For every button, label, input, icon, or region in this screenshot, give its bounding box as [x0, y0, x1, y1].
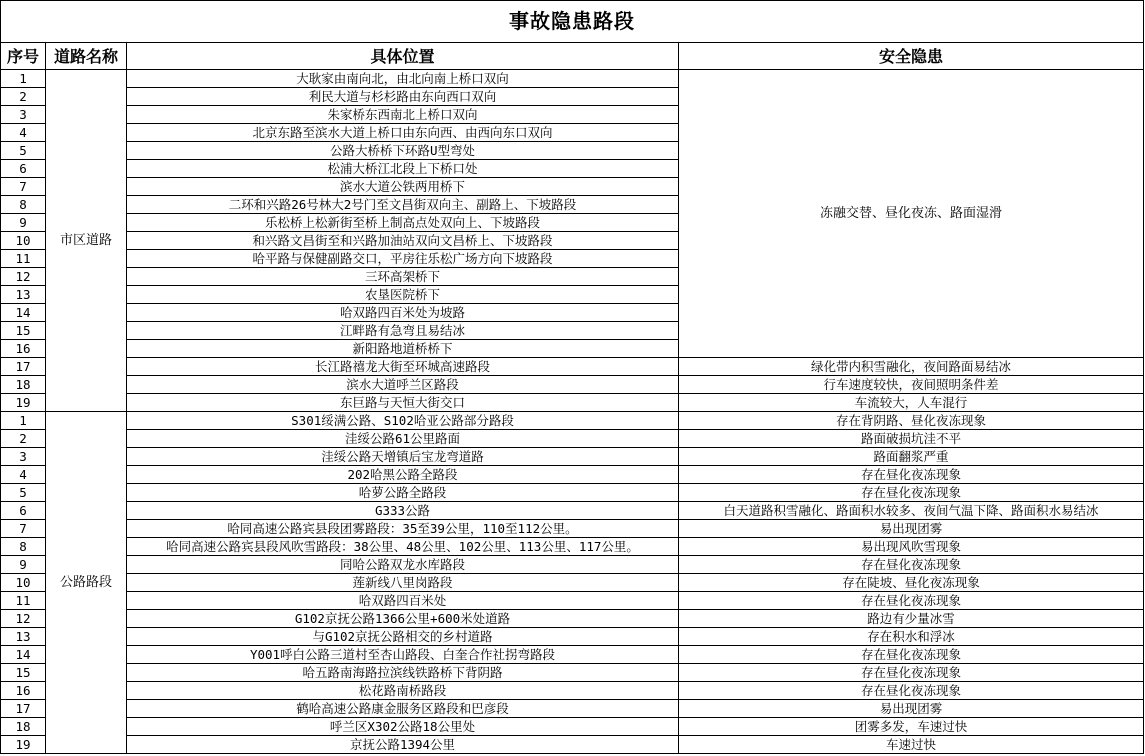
location-cell: 北京东路至滨水大道上桥口由东向西、由西向东口双向 [127, 124, 679, 142]
hazard-cell: 路边有少量冰雪 [679, 610, 1144, 628]
row-number: 8 [1, 196, 46, 214]
location-cell: 三环高架桥下 [127, 268, 679, 286]
row-number: 7 [1, 520, 46, 538]
location-cell: 利民大道与杉杉路由东向西口双向 [127, 88, 679, 106]
row-number: 3 [1, 106, 46, 124]
location-cell: 哈同高速公路宾县段风吹雪路段：38公里、48公里、102公里、113公里、117公里。 [127, 538, 679, 556]
table-row [1, 466, 1144, 484]
location-cell: 松花路南桥路段 [127, 682, 679, 700]
hazard-cell: 绿化带内积雪融化，夜间路面易结冰 [679, 358, 1144, 376]
location-cell: 新阳路地道桥桥下 [127, 340, 679, 358]
row-number: 12 [1, 610, 46, 628]
row-number: 10 [1, 232, 46, 250]
table-row [1, 430, 1144, 448]
location-cell: 二环和兴路26号林大2号门至文昌街双向主、副路上、下坡路段 [127, 196, 679, 214]
hazard-cell: 路面破损坑洼不平 [679, 430, 1144, 448]
hazard-cell: 白天道路积雪融化、路面积水较多、夜间气温下降、路面积水易结冰 [679, 502, 1144, 520]
location-cell: 农垦医院桥下 [127, 286, 679, 304]
header-hazard: 安全隐患 [679, 43, 1144, 70]
hazard-cell: 存在陡坡、昼化夜冻现象 [679, 574, 1144, 592]
table-row [1, 358, 1144, 376]
table-row [1, 412, 1144, 430]
header-road-name: 道路名称 [46, 43, 127, 70]
table-row [1, 70, 1144, 88]
row-number: 3 [1, 448, 46, 466]
hazard-cell: 存在昼化夜冻现象 [679, 664, 1144, 682]
row-number: 4 [1, 124, 46, 142]
hazard-cell: 存在昼化夜冻现象 [679, 682, 1144, 700]
row-number: 5 [1, 142, 46, 160]
row-number: 9 [1, 556, 46, 574]
row-number: 1 [1, 70, 46, 88]
table-row [1, 700, 1144, 718]
location-cell: 松浦大桥江北段上下桥口处 [127, 160, 679, 178]
location-cell: 滨水大道呼兰区路段 [127, 376, 679, 394]
row-number: 19 [1, 736, 46, 754]
location-cell: 哈双路四百米处为坡路 [127, 304, 679, 322]
hazard-cell: 路面翻浆严重 [679, 448, 1144, 466]
hazard-cell: 团雾多发，车速过快 [679, 718, 1144, 736]
row-number: 19 [1, 394, 46, 412]
row-number: 13 [1, 628, 46, 646]
table-row [1, 574, 1144, 592]
row-number: 18 [1, 376, 46, 394]
location-cell: G102京抚公路1366公里+600米处道路 [127, 610, 679, 628]
location-cell: 202哈黑公路全路段 [127, 466, 679, 484]
row-number: 18 [1, 718, 46, 736]
hazard-cell: 存在背阴路、昼化夜冻现象 [679, 412, 1144, 430]
table-row [1, 718, 1144, 736]
road-category: 公路路段 [46, 412, 127, 754]
location-cell: 哈五路南海路拉滨线铁路桥下背阴路 [127, 664, 679, 682]
table-row [1, 394, 1144, 412]
location-cell: 与G102京抚公路相交的乡村道路 [127, 628, 679, 646]
location-cell: 长江路禧龙大街至环城高速路段 [127, 358, 679, 376]
row-number: 10 [1, 574, 46, 592]
location-cell: 和兴路文昌街至和兴路加油站双向文昌桥上、下坡路段 [127, 232, 679, 250]
location-cell: 同哈公路双龙水库路段 [127, 556, 679, 574]
row-number: 7 [1, 178, 46, 196]
header-no: 序号 [1, 43, 46, 70]
row-number: 12 [1, 268, 46, 286]
header-location: 具体位置 [127, 43, 679, 70]
location-cell: 乐松桥上松新街至桥上制高点处双向上、下坡路段 [127, 214, 679, 232]
table-title: 事故隐患路段 [1, 1, 1144, 43]
hazard-cell: 存在昼化夜冻现象 [679, 466, 1144, 484]
table-row [1, 646, 1144, 664]
location-cell: 哈同高速公路宾县段团雾路段：35至39公里，110至112公里。 [127, 520, 679, 538]
row-number: 13 [1, 286, 46, 304]
hazard-cell-shared: 冻融交替、昼化夜冻、路面湿滑 [679, 70, 1144, 358]
row-number: 6 [1, 502, 46, 520]
hazard-cell: 车速过快 [679, 736, 1144, 754]
table-row [1, 376, 1144, 394]
location-cell: 京抚公路1394公里 [127, 736, 679, 754]
location-cell: 哈双路四百米处 [127, 592, 679, 610]
table-row [1, 592, 1144, 610]
row-number: 14 [1, 646, 46, 664]
table-row [1, 484, 1144, 502]
location-cell: 东巨路与天恒大街交口 [127, 394, 679, 412]
row-number: 16 [1, 682, 46, 700]
location-cell: 公路大桥桥下环路U型弯处 [127, 142, 679, 160]
row-number: 16 [1, 340, 46, 358]
location-cell: Y001呼白公路三道村至杏山路段、白奎合作社拐弯路段 [127, 646, 679, 664]
hazard-cell: 易出现团雾 [679, 700, 1144, 718]
row-number: 5 [1, 484, 46, 502]
row-number: 11 [1, 250, 46, 268]
row-number: 2 [1, 430, 46, 448]
location-cell: 洼绥公路天增镇后宝龙弯道路 [127, 448, 679, 466]
location-cell: G333公路 [127, 502, 679, 520]
hazard-cell: 车流较大，人车混行 [679, 394, 1144, 412]
row-number: 14 [1, 304, 46, 322]
row-number: 15 [1, 664, 46, 682]
location-cell: S301绥满公路、S102哈亚公路部分路段 [127, 412, 679, 430]
table-row [1, 682, 1144, 700]
hazard-cell: 存在积水和浮冰 [679, 628, 1144, 646]
row-number: 6 [1, 160, 46, 178]
row-number: 4 [1, 466, 46, 484]
table-row [1, 448, 1144, 466]
table-row [1, 502, 1144, 520]
location-cell: 呼兰区X302公路18公里处 [127, 718, 679, 736]
location-cell: 江畔路有急弯且易结冰 [127, 322, 679, 340]
hazard-cell: 易出现团雾 [679, 520, 1144, 538]
location-cell: 大耿家由南向北，由北向南上桥口双向 [127, 70, 679, 88]
location-cell: 洼绥公路61公里路面 [127, 430, 679, 448]
hazard-cell: 存在昼化夜冻现象 [679, 592, 1144, 610]
hazard-cell: 存在昼化夜冻现象 [679, 646, 1144, 664]
table-row [1, 628, 1144, 646]
table-row [1, 520, 1144, 538]
table-row [1, 556, 1144, 574]
location-cell: 朱家桥东西南北上桥口双向 [127, 106, 679, 124]
location-cell: 哈萝公路全路段 [127, 484, 679, 502]
table-row [1, 610, 1144, 628]
row-number: 8 [1, 538, 46, 556]
table-row [1, 736, 1144, 754]
hazard-cell: 存在昼化夜冻现象 [679, 556, 1144, 574]
table-row [1, 538, 1144, 556]
row-number: 17 [1, 358, 46, 376]
hazard-cell: 行车速度较快，夜间照明条件差 [679, 376, 1144, 394]
row-number: 1 [1, 412, 46, 430]
row-number: 15 [1, 322, 46, 340]
road-category: 市区道路 [46, 70, 127, 412]
location-cell: 莲新线八里岗路段 [127, 574, 679, 592]
hazard-cell: 存在昼化夜冻现象 [679, 484, 1144, 502]
location-cell: 滨水大道公铁两用桥下 [127, 178, 679, 196]
hazard-cell: 易出现风吹雪现象 [679, 538, 1144, 556]
table-row [1, 664, 1144, 682]
row-number: 9 [1, 214, 46, 232]
row-number: 2 [1, 88, 46, 106]
row-number: 17 [1, 700, 46, 718]
location-cell: 哈平路与保健副路交口，平房往乐松广场方向下坡路段 [127, 250, 679, 268]
location-cell: 鹤哈高速公路康金服务区路段和巴彦段 [127, 700, 679, 718]
row-number: 11 [1, 592, 46, 610]
